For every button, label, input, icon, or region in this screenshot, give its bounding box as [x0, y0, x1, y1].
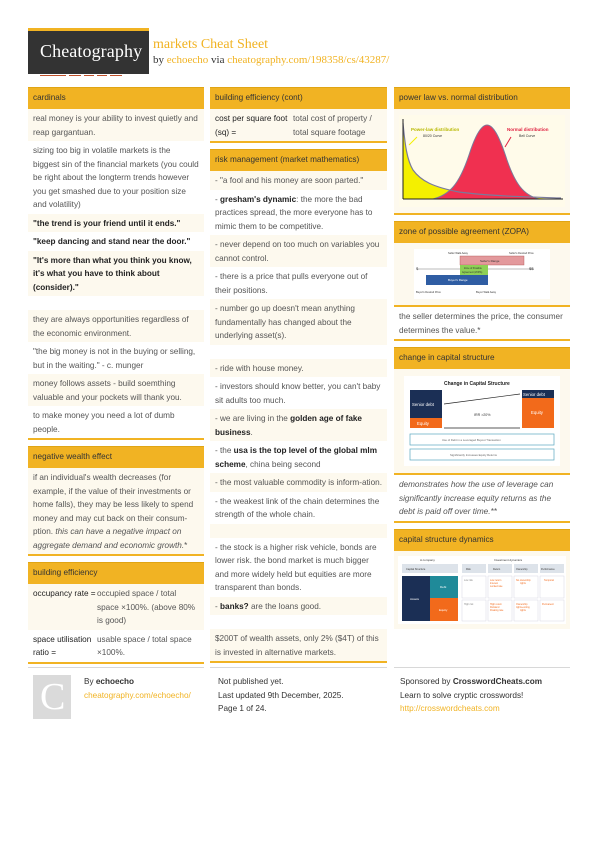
- table-row: [28, 584, 204, 630]
- sponsor-name: CrosswordCheats.com: [452, 677, 542, 686]
- svg-text:Seller's Desired Price: Seller's Desired Price: [509, 252, 534, 255]
- svg-text:Performance: Performance: [541, 567, 555, 571]
- published-status: Not published yet.: [218, 677, 284, 686]
- sheet-byline: [153, 53, 389, 67]
- svg-text:Equity: Equity: [417, 421, 429, 426]
- power-law-chart-image: [399, 115, 565, 207]
- title-block: [153, 37, 389, 67]
- italic-text: this can have a negative impact on aggregate demand and economic growth.: [33, 527, 185, 550]
- svg-text:Debt: Debt: [440, 584, 447, 589]
- list-item: - the weakest link of the chain determines the strength of the whole chain.: [210, 492, 387, 524]
- text: - the: [215, 446, 234, 455]
- capital-dynamics-svg: [398, 556, 566, 624]
- by-label: by: [153, 54, 164, 66]
- table-row: [28, 630, 204, 662]
- svg-text:Equity: Equity: [531, 410, 543, 415]
- svg-text:Senior debt: Senior debt: [523, 392, 545, 397]
- image-row: [394, 369, 570, 473]
- author-avatar[interactable]: [33, 675, 71, 719]
- sponsor-tagline: Learn to solve cryptic crosswords!: [400, 690, 524, 700]
- bold-text: golden age of fake business: [215, 414, 362, 437]
- section-cardinals: [28, 87, 204, 440]
- svg-text:rights: rights: [520, 608, 526, 612]
- section-zopa: [394, 221, 570, 341]
- footer-divider: [28, 667, 204, 668]
- svg-text:Normal distribution: Normal distribution: [507, 127, 549, 132]
- definition: occupied space / total space ×100%. (above 80% is good): [97, 589, 196, 625]
- list-item: - there is a price that pulls everyone out of their positions.: [210, 267, 387, 299]
- list-item: [210, 409, 387, 441]
- section-title: building efficiency (cont): [210, 87, 387, 109]
- svg-text:Significantly Increases Equity: Significantly Increases Equity Returns: [450, 453, 497, 457]
- section-title: change in capital structure: [394, 347, 570, 369]
- column-2: [210, 87, 387, 669]
- sponsor-block: [400, 675, 542, 716]
- svg-text:$$: $$: [529, 266, 534, 271]
- footer-divider: [210, 667, 387, 668]
- svg-text:Capital Structure: Capital Structure: [406, 567, 426, 571]
- page-header: [28, 28, 588, 76]
- list-item: [210, 441, 387, 473]
- svg-text:Risk: Risk: [466, 567, 471, 571]
- section-building-efficiency: [28, 562, 204, 664]
- svg-text:Bell Curve: Bell Curve: [519, 134, 536, 138]
- author-profile-link[interactable]: cheatography.com/echoecho/: [84, 690, 191, 700]
- svg-text:rights: rights: [520, 581, 526, 585]
- svg-text:Temporal: Temporal: [544, 578, 554, 582]
- sheet-title: markets Cheat Sheet: [153, 37, 269, 52]
- via-label: via: [211, 54, 225, 66]
- svg-text:Seller Walk Away: Seller Walk Away: [448, 252, 468, 255]
- text: : the more the bad practices spread, the more everyone has to mimic them to be competitive.: [215, 194, 373, 231]
- publish-info: [218, 675, 344, 716]
- distribution-chart-svg: [399, 115, 565, 207]
- definition: usable space / total space ×100%.: [97, 634, 192, 657]
- list-item: - the stock is a higher risk vehicle, bonds are lower risk. the bond market is much bigger and more widely held but equities are more transparent than bonds.: [210, 538, 387, 597]
- image-row: [394, 109, 570, 213]
- section-title: zone of possible agreement (ZOPA): [394, 221, 570, 243]
- svg-text:IRR >20%: IRR >20%: [474, 413, 491, 417]
- section-title: capital structure dynamics: [394, 529, 570, 551]
- list-item: - ride with house money.: [210, 359, 387, 378]
- svg-text:Investment dynamics: Investment dynamics: [494, 557, 523, 562]
- sponsor-link[interactable]: http://crosswordcheats.com: [400, 704, 500, 713]
- capital-change-svg: [404, 376, 560, 466]
- last-updated: Last updated 9th December, 2025.: [218, 690, 344, 700]
- text: - we are living in the: [215, 414, 291, 423]
- capital-change-image: [404, 376, 560, 466]
- section-title: power law vs. normal distribution: [394, 87, 570, 109]
- svg-text:80/20 Curve: 80/20 Curve: [423, 134, 443, 138]
- svg-text:No ownership: No ownership: [516, 578, 531, 582]
- list-item: they are always opportunities regardless of the economic environment.: [28, 310, 204, 342]
- image-row: [394, 243, 570, 305]
- svg-text:High return: High return: [490, 602, 502, 606]
- section-capital-dynamics: [394, 529, 570, 629]
- section-power-law: [394, 87, 570, 215]
- list-item: "keep dancing and stand near the door.": [28, 232, 204, 251]
- list-item: to make money you need a lot of dumb people.: [28, 406, 204, 438]
- zopa-diagram-image: [414, 249, 550, 299]
- by-label: By: [84, 677, 94, 686]
- column-3: [394, 87, 570, 635]
- bold-text: gresham's dynamic: [220, 194, 297, 204]
- list-item: - number go up doesn't mean anything fundamentally has changed about the underlying asset(s).: [210, 299, 387, 345]
- section-building-efficiency-cont: [210, 87, 387, 143]
- sponsor-label: Sponsored by: [400, 677, 451, 686]
- svg-text:Return: Return: [493, 567, 501, 571]
- list-item: - investors should know better, you can't baby sit adults too much.: [210, 377, 387, 409]
- capital-dynamics-image: [398, 556, 566, 624]
- section-negative-wealth-effect: [28, 446, 204, 556]
- logo-underline: [40, 63, 138, 64]
- section-risk-management: [210, 149, 387, 663]
- svg-text:Senior debt: Senior debt: [412, 402, 434, 407]
- definition: total cost of property / total square footage: [293, 114, 372, 137]
- svg-text:Ownership: Ownership: [516, 602, 528, 606]
- svg-text:Agreement (ZOPA): Agreement (ZOPA): [462, 271, 483, 274]
- svg-text:Seller's Range: Seller's Range: [480, 259, 500, 263]
- svg-text:Dividend: Dividend: [490, 605, 500, 609]
- svg-text:Buyer Walk Away: Buyer Walk Away: [476, 291, 497, 294]
- svg-text:A company: A company: [420, 557, 435, 562]
- list-item: money follows assets - build soemthing valuable and your pockets will thank you.: [28, 374, 204, 406]
- svg-text:Buyer's Range: Buyer's Range: [448, 278, 468, 282]
- page-number: Page 1 of 24.: [218, 704, 267, 713]
- svg-text:Zone of Possible: Zone of Possible: [464, 267, 482, 270]
- svg-text:Permanent: Permanent: [542, 602, 554, 606]
- svg-text:Floating rate: Floating rate: [490, 608, 504, 612]
- list-item: [210, 190, 387, 236]
- svg-text:Equity: Equity: [439, 607, 448, 612]
- svg-text:Buyer's Desired Price: Buyer's Desired Price: [416, 291, 441, 294]
- cheatography-logo[interactable]: [28, 28, 149, 74]
- list-item: "the big money is not in the buying or selling, but in the waiting." - c. munger: [28, 342, 204, 374]
- list-item: sizing too big in volatile markets is the biggest sin of the financial markets (you could be right about the longterm trends however you get smashed due to your position size and volatility): [28, 141, 204, 214]
- term: occupancy rate =: [33, 589, 96, 598]
- svg-text:Ownership: Ownership: [516, 567, 528, 571]
- text: .: [250, 427, 253, 437]
- author-link[interactable]: echoecho: [166, 54, 209, 66]
- list-item: real money is your ability to invest quietly and reap gargantuan.: [28, 109, 204, 141]
- svg-text:$: $: [416, 266, 419, 271]
- list-item: "It's more than what you think you know, it's what you have to think about (consider).": [28, 251, 204, 297]
- section-title: cardinals: [28, 87, 204, 109]
- list-item: [28, 468, 204, 554]
- text: are the loans good.: [248, 601, 322, 611]
- body-text: if an individual's wealth decreases (for example, if the value of their investments or home falls), they may be less likely to spend money and may cut back on their consum-ption.: [33, 473, 194, 536]
- author-block: [84, 675, 191, 702]
- zopa-diagram-svg: [414, 249, 540, 299]
- caption-text: [394, 473, 570, 521]
- list-item: "the trend is your friend until it ends.": [28, 214, 204, 233]
- list-item: $200T of wealth assets, only 2% ($4T) of this is invested in alternative markets.: [210, 629, 387, 661]
- logo-text: Cheatography: [40, 41, 143, 61]
- term: cost per square foot (sq) =: [215, 114, 288, 137]
- section-capital-change: [394, 347, 570, 523]
- list-item-empty: [210, 615, 387, 629]
- svg-text:Low return: Low return: [490, 578, 502, 582]
- text: , china being second: [245, 459, 321, 469]
- list-item-empty: [210, 524, 387, 538]
- list-item-empty: [28, 296, 204, 310]
- footer-divider: [394, 667, 570, 668]
- power-law-label: Power-law distribution: [411, 127, 460, 132]
- section-title: risk management (market mathematics): [210, 149, 387, 171]
- svg-text:Locked rate: Locked rate: [490, 584, 503, 588]
- svg-text:Use of Debt in a Leveraged Buy: Use of Debt in a Leveraged Buyout Transaction: [442, 438, 501, 442]
- text: -: [215, 194, 221, 204]
- svg-text:rights+voting: rights+voting: [516, 605, 530, 609]
- image-row: [394, 551, 570, 629]
- italic-caption: demonstrates how the use of leverage can significantly increase equity returns as the debt is paid off over time.**: [399, 480, 554, 516]
- list-item: - the most valuable commodity is inform-ation.: [210, 473, 387, 492]
- author-name: echoecho: [95, 677, 135, 686]
- column-1: [28, 87, 204, 670]
- svg-text:High risk: High risk: [464, 602, 474, 606]
- svg-text:Interest: Interest: [490, 581, 498, 585]
- sheet-url-link[interactable]: cheatography.com/198358/cs/43287/: [227, 54, 390, 66]
- section-title: negative wealth effect: [28, 446, 204, 468]
- avatar-letter: C: [40, 676, 66, 718]
- list-item: - never depend on too much on variables you cannot control.: [210, 235, 387, 267]
- list-item: - "a fool and his money are soon parted.": [210, 171, 387, 190]
- list-item-empty: [210, 345, 387, 359]
- bold-text: banks?: [220, 601, 249, 611]
- section-title: building efficiency: [28, 562, 204, 584]
- term: space utilisation ratio =: [33, 634, 92, 657]
- list-item: [210, 597, 387, 616]
- caption-text: the seller determines the price, the consumer determines the value.*: [394, 305, 570, 339]
- footnote-mark: *: [184, 540, 188, 550]
- text: -: [215, 601, 221, 611]
- svg-text:Low risk: Low risk: [464, 578, 473, 582]
- svg-text:Assets: Assets: [410, 596, 420, 601]
- bold-text: usa is the top level of the global mlm scheme: [215, 446, 377, 469]
- svg-text:Change in Capital Structure: Change in Capital Structure: [444, 381, 510, 387]
- table-row: [210, 109, 387, 141]
